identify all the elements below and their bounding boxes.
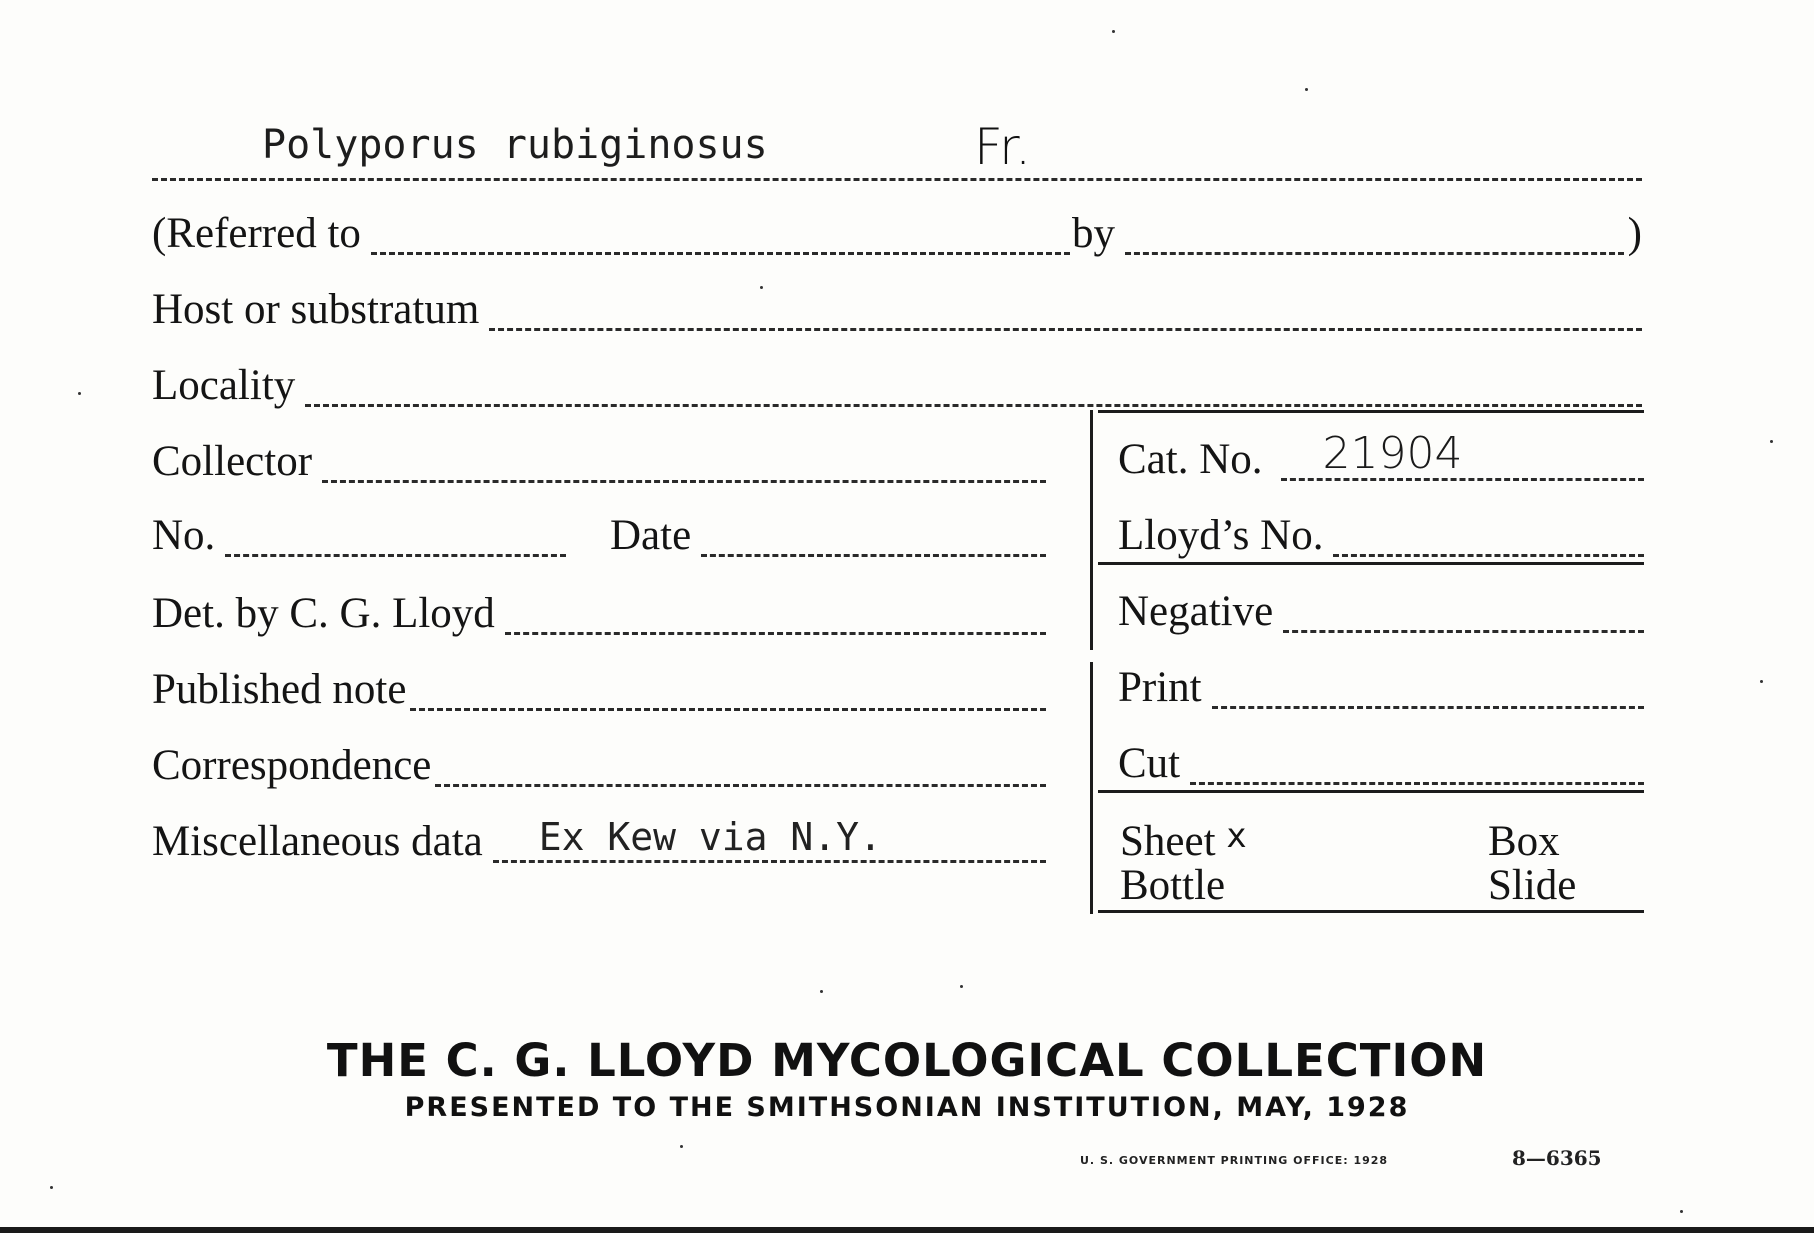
no-field xyxy=(152,514,566,557)
by-label: by xyxy=(1072,210,1115,257)
date-label: Date xyxy=(610,512,692,559)
negative-label: Negative xyxy=(1118,588,1274,635)
misc-value: Ex Kew via N.Y. xyxy=(538,815,882,859)
box-divider-2 xyxy=(1098,790,1644,793)
speck xyxy=(1112,30,1115,33)
date-field xyxy=(610,514,1046,557)
speck xyxy=(1305,88,1308,91)
species-author-handwritten: Fr. xyxy=(974,118,1031,176)
cat-no-field xyxy=(1118,428,1644,483)
lloyds-no-label: Lloyd’s No. xyxy=(1118,512,1324,559)
collector-label: Collector xyxy=(152,438,313,485)
locality-label: Locality xyxy=(152,362,296,409)
host-line xyxy=(489,320,1642,331)
speck xyxy=(960,985,963,988)
speck xyxy=(1680,1210,1683,1213)
form-number: 8—6365 xyxy=(1512,1146,1602,1170)
by-line xyxy=(1125,244,1624,255)
speck xyxy=(820,990,823,993)
lloyds-no-field xyxy=(1118,514,1644,557)
host-field xyxy=(152,288,1642,331)
published-note-line xyxy=(410,700,1046,711)
referred-to-label: (Referred to xyxy=(152,210,361,257)
speck xyxy=(1770,440,1773,443)
cut-line xyxy=(1190,774,1644,785)
printer-imprint: U. S. GOVERNMENT PRINTING OFFICE: 1928 xyxy=(1080,1154,1389,1167)
species-line xyxy=(152,118,1642,181)
speck xyxy=(50,1186,53,1189)
print-label: Print xyxy=(1118,664,1202,711)
cut-field xyxy=(1118,742,1644,785)
cut-label: Cut xyxy=(1118,740,1181,787)
sheet-mark: x xyxy=(1226,816,1247,856)
speck xyxy=(78,392,81,395)
det-by-line xyxy=(505,624,1046,635)
footer-subtitle: PRESENTED TO THE SMITHSONIAN INSTITUTION, MAY, 1928 xyxy=(404,1092,1410,1123)
speck xyxy=(680,1145,683,1148)
footer-title: THE C. G. LLOYD MYCOLOGICAL COLLECTION xyxy=(326,1034,1488,1087)
box-label: Box xyxy=(1488,818,1560,865)
speck xyxy=(760,286,763,289)
by-field xyxy=(1072,212,1642,255)
close-paren: ) xyxy=(1627,210,1642,257)
host-label: Host or substratum xyxy=(152,286,480,333)
negative-line xyxy=(1283,622,1644,633)
collector-field xyxy=(152,440,1046,483)
misc-line xyxy=(493,815,1046,863)
cat-no-value: 21904 xyxy=(1322,428,1463,479)
box-divider-1 xyxy=(1098,562,1644,565)
negative-field xyxy=(1118,590,1644,633)
species-name: Polyporus rubiginosus xyxy=(262,122,768,168)
locality-line xyxy=(305,396,1642,407)
bottle-label: Bottle xyxy=(1120,862,1226,909)
no-label: No. xyxy=(152,512,216,559)
sheet-label xyxy=(1120,816,1247,865)
locality-field xyxy=(152,364,1642,407)
speck xyxy=(1760,680,1763,683)
published-note-field xyxy=(152,668,1046,711)
no-line xyxy=(225,546,566,557)
box-bottom-border xyxy=(1098,910,1644,913)
det-by-field xyxy=(152,592,1046,635)
det-by-label: Det. by C. G. Lloyd xyxy=(152,590,495,637)
cat-no-label: Cat. No. xyxy=(1118,436,1263,483)
correspondence-line xyxy=(435,776,1046,787)
misc-field xyxy=(152,815,1046,865)
misc-label: Miscellaneous data xyxy=(152,818,483,865)
cat-no-line xyxy=(1281,428,1644,481)
published-note-label: Published note xyxy=(152,666,407,713)
correspondence-field xyxy=(152,744,1046,787)
sheet-text: Sheet xyxy=(1120,818,1216,865)
referred-to-field xyxy=(152,212,1070,255)
box-left-border-lower xyxy=(1090,662,1093,914)
referred-to-line xyxy=(371,244,1070,255)
box-left-border-upper xyxy=(1090,410,1093,650)
correspondence-label: Correspondence xyxy=(152,742,432,789)
collector-line xyxy=(322,472,1046,483)
print-line xyxy=(1212,698,1644,709)
date-line xyxy=(701,546,1046,557)
print-field xyxy=(1118,666,1644,709)
lloyds-no-line xyxy=(1333,546,1644,557)
slide-label: Slide xyxy=(1488,862,1577,909)
box-top-border xyxy=(1098,410,1644,413)
